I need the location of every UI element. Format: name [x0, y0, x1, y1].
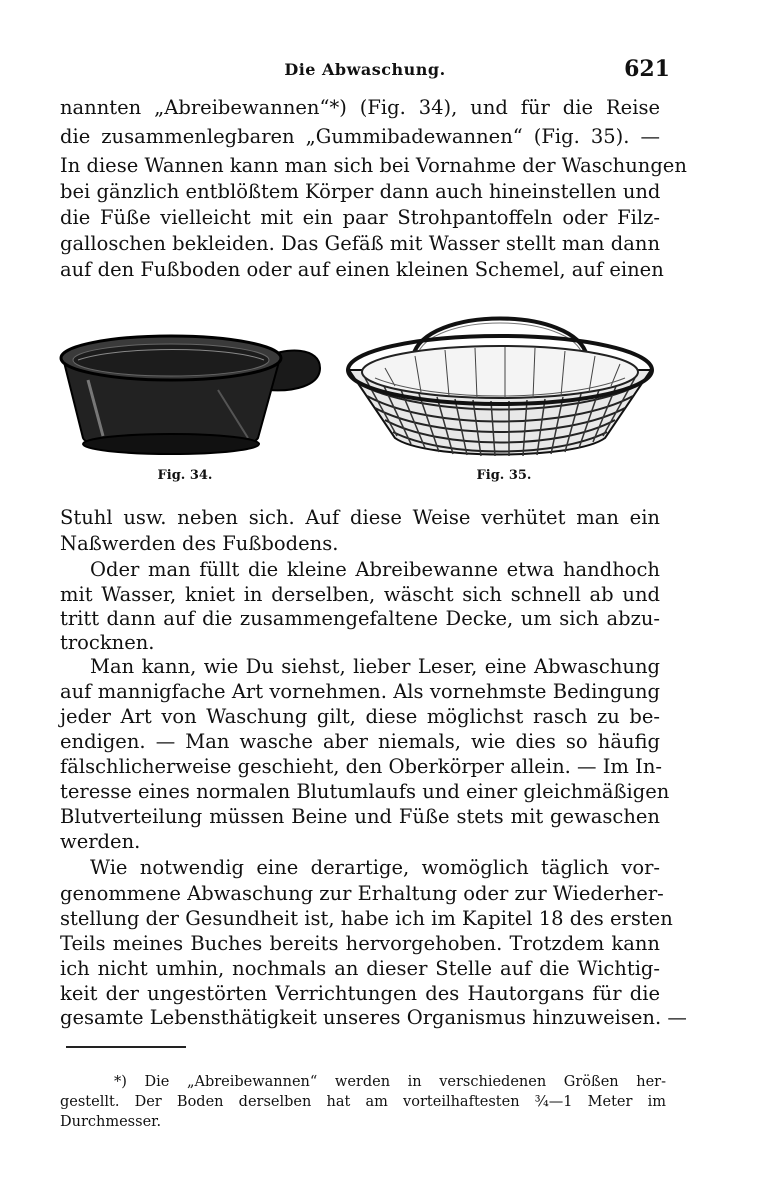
text-line: galloschen bekleiden. Das Gefäß mit Wasser stellt man dann: [60, 232, 660, 255]
text-line: genommene Abwaschung zur Erhaltung oder zur Wiederher-: [60, 882, 664, 905]
text-line: In diese Wannen kann man sich bei Vornahme der Waschungen: [60, 154, 687, 177]
text-line: auf mannigfache Art vornehmen. Als vornehmste Bedingung: [60, 680, 660, 703]
footnote-line: Durchmesser.: [60, 1114, 162, 1130]
text-line: die Füße vielleicht mit ein paar Strohpantoffeln oder Filz-: [60, 206, 660, 229]
text-line: stellung der Gesundheit ist, habe ich im Kapitel 18 des ersten: [60, 907, 673, 930]
text-line: die zusammenlegbaren „Gummibadewannen“ (Fig. 35). —: [60, 125, 660, 148]
text-line: ich nicht umhin, nochmals an dieser Stelle auf die Wichtig-: [60, 957, 660, 980]
text-line: teresse eines normalen Blutumlaufs und einer gleichmäßigen: [60, 780, 670, 803]
text-line: Blutverteilung müssen Beine und Füße stets mit gewaschen: [60, 805, 660, 828]
text-line: Naßwerden des Fußbodens.: [60, 532, 339, 555]
text-line: werden.: [60, 830, 141, 853]
text-line: tritt dann auf die zusammengefaltene Decke, um sich abzu-: [60, 607, 660, 630]
woven-oval-tub-illustration: [345, 298, 655, 468]
text-line: nannten „Abreibewannen“*) (Fig. 34), und für die Reise: [60, 96, 660, 119]
figure-34: [58, 320, 323, 470]
figure-34-caption: Fig. 34.: [157, 468, 213, 483]
text-line: bei gänzlich entblößtem Körper dann auch hineinstellen und: [60, 180, 661, 203]
footnote-line: gestellt. Der Boden derselben hat am vorteilhaftesten ¾—1 Meter im: [60, 1094, 666, 1110]
text-line: Stuhl usw. neben sich. Auf diese Weise verhütet man ein: [60, 506, 660, 529]
washbasin-with-handle-illustration: [58, 320, 323, 470]
footnote-divider: [66, 1046, 186, 1048]
text-line: Teils meines Buches bereits hervorgehoben. Trotzdem kann: [60, 932, 660, 955]
text-line: trocknen.: [60, 631, 155, 654]
page-number: 621: [624, 56, 670, 82]
text-line: Oder man füllt die kleine Abreibewanne etwa handhoch: [90, 558, 660, 581]
text-line: mit Wasser, kniet in derselben, wäscht sich schnell ab und: [60, 583, 660, 606]
text-line: auf den Fußboden oder auf einen kleinen Schemel, auf einen: [60, 258, 664, 281]
text-line: Man kann, wie Du siehst, lieber Leser, eine Abwaschung: [90, 655, 660, 678]
text-line: jeder Art von Waschung gilt, diese möglichst rasch zu be-: [60, 705, 660, 728]
text-line: fälschlicherweise geschieht, den Oberkörper allein. — Im In-: [60, 755, 662, 778]
text-line: Wie notwendig eine derartige, womöglich täglich vor-: [90, 856, 660, 879]
figure-35-caption: Fig. 35.: [476, 468, 532, 483]
text-line: endigen. — Man wasche aber niemals, wie dies so häufig: [60, 730, 660, 753]
text-line: gesamte Lebensthätigkeit unseres Organismus hinzuweisen. —: [60, 1006, 687, 1029]
footnote-line: *) Die „Abreibewannen“ werden in verschiedenen Größen her-: [114, 1074, 666, 1090]
text-line: keit der ungestörten Verrichtungen des Hautorgans für die: [60, 982, 660, 1005]
running-title: Die Abwaschung.: [284, 60, 446, 79]
figure-35: [345, 298, 655, 468]
page-header: [60, 56, 670, 90]
